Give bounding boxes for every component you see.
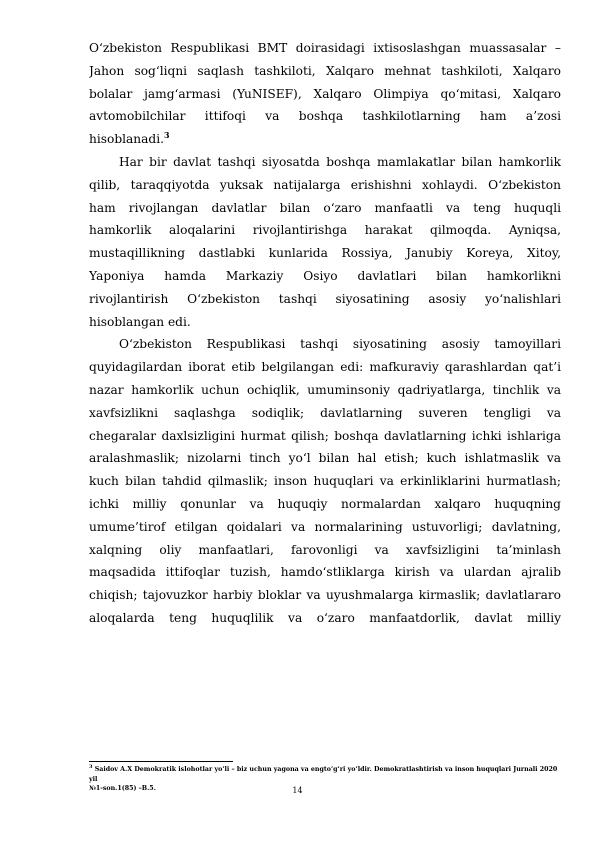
paragraph-3-line: aralashmaslik; nizolarni tinch yo‘l bilan hal etish; kuch ishlatmaslik va <box>89 451 561 466</box>
paragraph-3-line: umume’tirof etilgan qoidalari va normalarining ustuvorligi; davlatning, <box>89 519 561 534</box>
paragraph-2-line: mustaqillikning dastlabki kunlarida Rossiya, Janubiy Koreya, Xitoy, <box>89 246 561 261</box>
paragraph-3-line: nazar hamkorlik uchun ochiqlik, umuminsoniy qadriyatlarga, tinchlik va <box>89 382 561 397</box>
footnote-reference[interactable]: 3 <box>164 130 170 141</box>
footnote-number: 3 <box>89 764 93 770</box>
paragraph-3-line: O‘zbekiston Respublikasi tashqi siyosatining asosiy tamoyillari <box>119 337 561 352</box>
footnote-line-2: №1-son.1(85) –B.5. <box>89 785 156 792</box>
paragraph-3-line: chegaralar daxlsizligini hurmat qilish; boshqa davlatlarning ichki ishlariga <box>89 428 561 443</box>
paragraph-1-line: Jahon sog‘liqni saqlash tashkiloti, Xalqaro mehnat tashkiloti, Xalqaro <box>89 63 561 78</box>
paragraph-2-line: ham rivojlangan davlatlar bilan o‘zaro manfaatli va teng huquqli <box>89 200 561 215</box>
paragraph-1-line: avtomobilchilar ittifoqi va boshqa tashkilotlarning ham a’zosi <box>89 109 561 124</box>
paragraph-3-line: kuch bilan tahdid qilmaslik; inson huquqlari va erkinliklarini hurmatlash; <box>89 474 561 489</box>
paragraph-2-line: qilib, taraqqiyotda yuksak natijalarga erishishni xohlaydi. O‘zbekiston <box>89 177 561 192</box>
footnote-divider <box>89 761 233 762</box>
footnote-text: Saidov A.X Demokratik islohotlar yo‘li – biz uchun yagona va engto‘g‘ri yo‘ldir. Demokratlashtirish va inson huquqlari Jurnali 2020 yil <box>89 766 558 783</box>
paragraph-2-line: rivojlantirish O‘zbekiston tashqi siyosatining asosiy yo‘nalishlari <box>89 291 561 306</box>
paragraph-3-line: maqsadida ittifoqlar tuzish, hamdo‘stliklarga kirish va ulardan ajralib <box>89 565 561 580</box>
footnote-line-1 <box>89 765 561 784</box>
paragraph-2-line: Har bir davlat tashqi siyosatda boshqa mamlakatlar bilan hamkorlik <box>119 154 561 169</box>
paragraph-1-last-line <box>89 128 561 151</box>
paragraph-3-line: aloqalarda teng huquqlilik va o‘zaro manfaatdorlik, davlat milliy <box>89 610 561 625</box>
paragraph-3-line: xalqning oliy manfaatlari, farovonligi va xavfsizligini ta’minlash <box>89 542 561 557</box>
paragraph-3-line: ichki milliy qonunlar va huquqiy normalardan xalqaro huquqning <box>89 496 561 511</box>
paragraph-2-line: Yaponiya hamda Markaziy Osiyo davlatlari bilan hamkorlikni <box>89 268 561 283</box>
paragraph-3-line: chiqish; tajovuzkor harbiy bloklar va uyushmalarga kirmaslik; davlatlararo <box>89 588 561 603</box>
paragraph-2-line: hamkorlik aloqalarini rivojlantirishga harakat qilmoqda. Ayniqsa, <box>89 223 561 238</box>
paragraph-3-line: quyidagilardan iborat etib belgilangan edi: mafkuraviy qarashlardan qat’i <box>89 360 561 375</box>
paragraph-1-line-text: hisoblanadi. <box>89 132 164 147</box>
paragraph-3-line: xavfsizlikni saqlashga sodiqlik; davlatlarning suveren tengligi va <box>89 405 561 420</box>
paragraph-2-line: hisoblangan edi. <box>89 314 191 329</box>
paragraph-1-line: bolalar jamg‘armasi (YuNISEF), Xalqaro Olimpiya qo‘mitasi, Xalqaro <box>89 86 561 101</box>
page-number: 14 <box>292 786 303 795</box>
paragraph-1-line: O‘zbekiston Respublikasi BMT doirasidagi ixtisoslashgan muassasalar – <box>89 41 561 55</box>
body-text <box>89 37 561 630</box>
